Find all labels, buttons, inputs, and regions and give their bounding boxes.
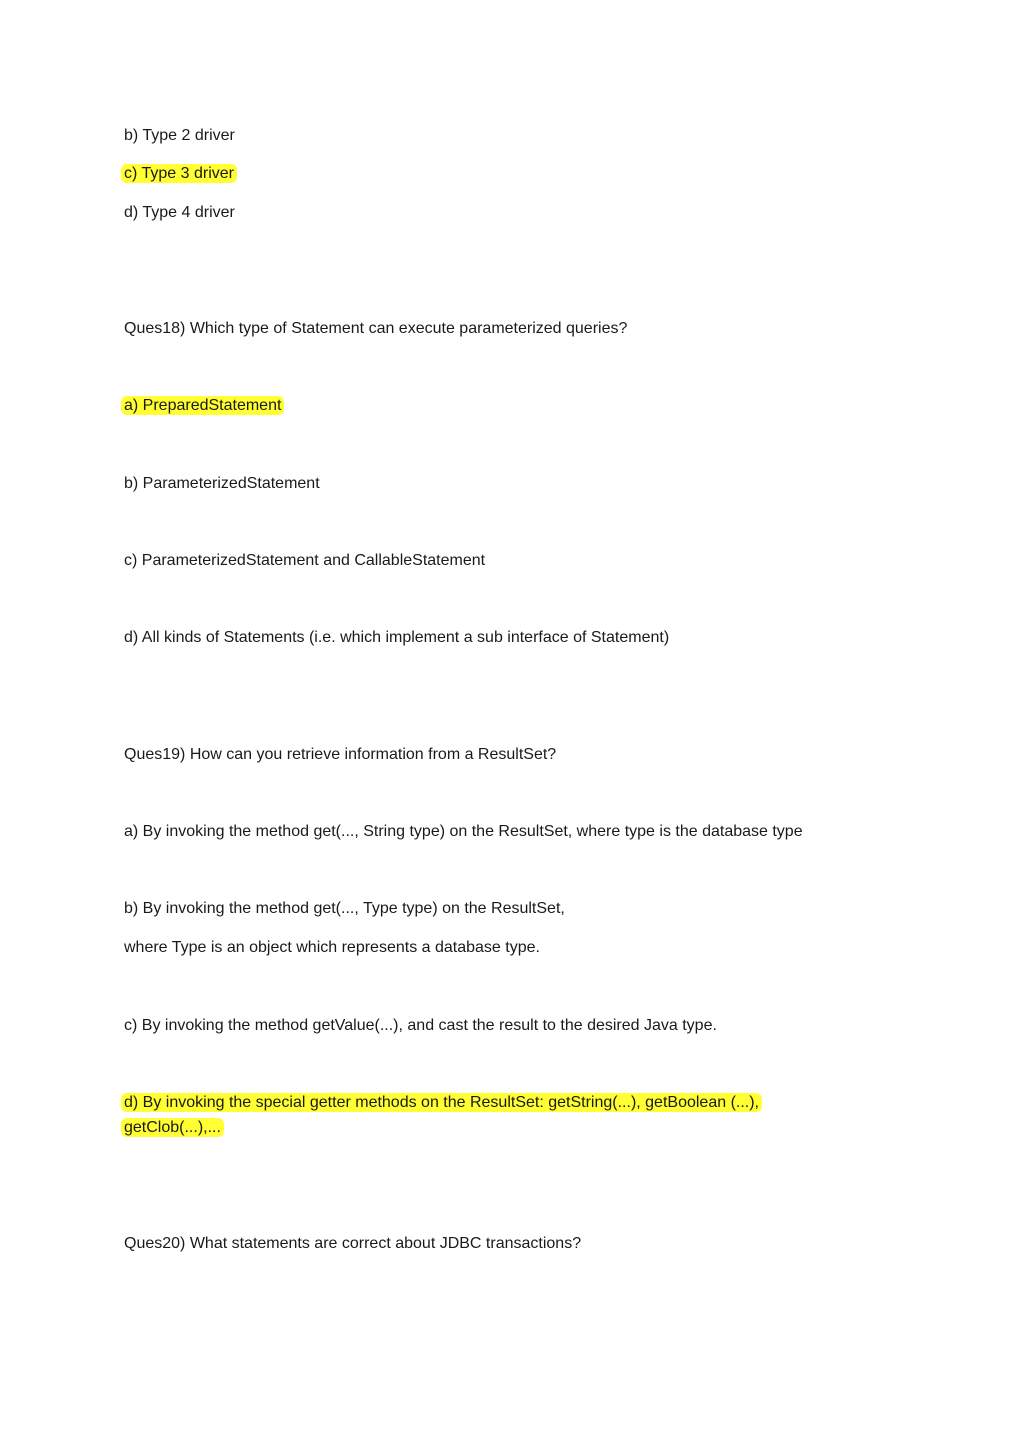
q19-option-a: a) By invoking the method get(..., String type) on the ResultSet, where type is the database type	[124, 823, 803, 840]
q18-option-a-highlighted	[124, 395, 284, 417]
q19-option-b-line1: b) By invoking the method get(..., Type type) on the ResultSet,	[124, 900, 565, 917]
q19-option-b-line2: where Type is an object which represents a database type.	[124, 939, 540, 956]
q19-option-d-line2	[124, 1117, 224, 1139]
q19-option-c: c) By invoking the method getValue(...), and cast the result to the desired Java type.	[124, 1017, 717, 1034]
q18-option-b: b) ParameterizedStatement	[124, 475, 320, 492]
answer-highlight: a) PreparedStatement	[121, 396, 284, 415]
q19-question: Ques19) How can you retrieve information from a ResultSet?	[124, 746, 557, 763]
q18-option-d: d) All kinds of Statements (i.e. which implement a sub interface of Statement)	[124, 629, 670, 646]
q17-option-b: b) Type 2 driver	[124, 127, 235, 144]
answer-highlight: c) Type 3 driver	[121, 164, 237, 183]
q18-question: Ques18) Which type of Statement can execute parameterized queries?	[124, 320, 628, 337]
q20-question: Ques20) What statements are correct about JDBC transactions?	[124, 1235, 582, 1252]
q17-option-d: d) Type 4 driver	[124, 204, 235, 221]
q18-option-c: c) ParameterizedStatement and CallableStatement	[124, 552, 486, 569]
q17-option-c-highlighted	[124, 163, 237, 185]
q19-option-d-line1	[124, 1092, 762, 1114]
answer-highlight: d) By invoking the special getter methods on the ResultSet: getString(...), getBoolean (...),	[121, 1093, 762, 1112]
answer-highlight: getClob(...),...	[121, 1118, 224, 1137]
